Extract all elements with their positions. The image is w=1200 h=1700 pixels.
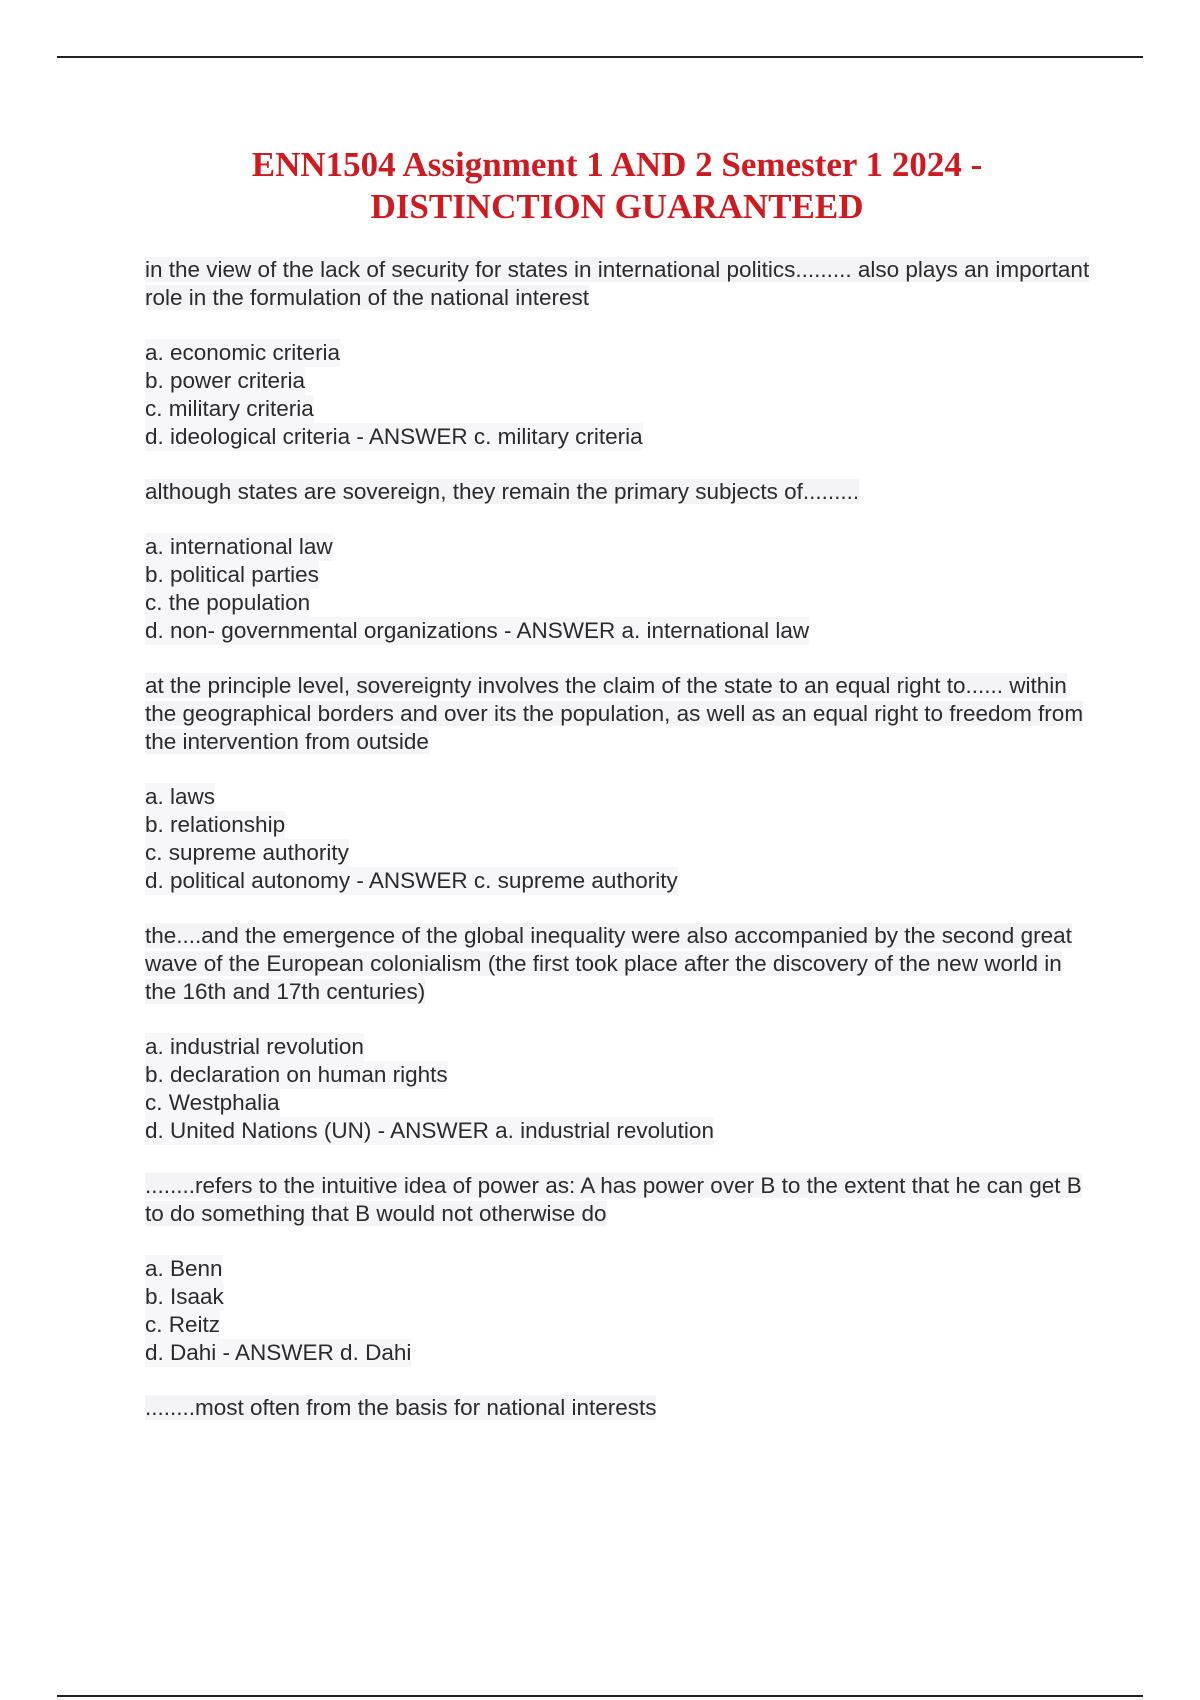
option-d-with-answer: d. Dahi - ANSWER d. Dahi <box>145 1340 412 1365</box>
question-item <box>145 672 1095 895</box>
option-b: b. relationship <box>145 812 286 837</box>
option-b: b. Isaak <box>145 1284 224 1309</box>
footer-rule <box>57 1695 1143 1697</box>
option-list <box>145 1255 1095 1367</box>
question-text: the....and the emergence of the global inequality were also accompanied by the second great wave of the European colonialism (the first took place after the discovery of the new world in the 16th and 17th centuries) <box>145 923 1072 1004</box>
question-list <box>145 256 1095 1449</box>
option-b: b. power criteria <box>145 368 306 393</box>
option-a: a. Benn <box>145 1256 223 1281</box>
option-d-with-answer: d. United Nations (UN) - ANSWER a. industrial revolution <box>145 1118 714 1143</box>
option-c: c. military criteria <box>145 396 314 421</box>
question-item <box>145 478 1095 645</box>
option-list <box>145 783 1095 895</box>
option-a: a. laws <box>145 784 216 809</box>
question-text: although states are sovereign, they remain the primary subjects of......... <box>145 479 860 504</box>
document-title <box>120 144 1114 228</box>
header-rule <box>57 56 1143 58</box>
option-a: a. economic criteria <box>145 340 341 365</box>
option-a: a. industrial revolution <box>145 1034 364 1059</box>
option-c: c. supreme authority <box>145 840 349 865</box>
question-text: at the principle level, sovereignty involves the claim of the state to an equal right to...... within the geographical borders and over its the population, as well as an equal right to freedom from the intervention from outside <box>145 673 1084 754</box>
option-d-with-answer: d. ideological criteria - ANSWER c. military criteria <box>145 424 643 449</box>
question-text: ........refers to the intuitive idea of power as: A has power over B to the extent that he can get B to do something that B would not otherwise do <box>145 1173 1082 1226</box>
question-text: in the view of the lack of security for states in international politics......... also plays an important role in the formulation of the national interest <box>145 257 1090 310</box>
question-item <box>145 922 1095 1145</box>
title-line-1: ENN1504 Assignment 1 AND 2 Semester 1 2024 - <box>251 145 983 184</box>
question-item <box>145 1394 1095 1422</box>
option-list <box>145 339 1095 451</box>
option-d-with-answer: d. non- governmental organizations - ANSWER a. international law <box>145 618 810 643</box>
option-d-with-answer: d. political autonomy - ANSWER c. supreme authority <box>145 868 678 893</box>
title-line-2: DISTINCTION GUARANTEED <box>370 187 864 226</box>
question-item <box>145 1172 1095 1367</box>
option-c: c. the population <box>145 590 311 615</box>
option-list <box>145 1033 1095 1145</box>
option-c: c. Westphalia <box>145 1090 280 1115</box>
option-list <box>145 533 1095 645</box>
option-a: a. international law <box>145 534 333 559</box>
option-b: b. declaration on human rights <box>145 1062 448 1087</box>
option-c: c. Reitz <box>145 1312 221 1337</box>
option-b: b. political parties <box>145 562 319 587</box>
question-text: ........most often from the basis for national interests <box>145 1395 657 1420</box>
question-item <box>145 256 1095 451</box>
